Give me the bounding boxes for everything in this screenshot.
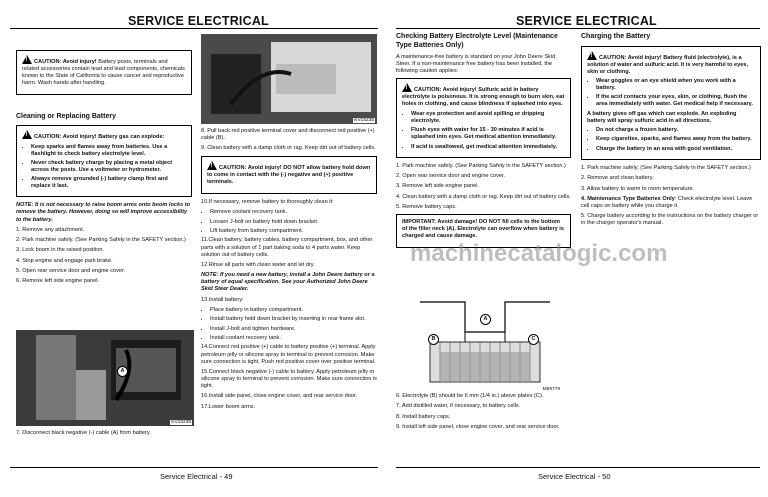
electrolyte-diagram xyxy=(410,292,560,390)
caution-bullet: • Always remove grounded (-) battery clamp first and replace it last. xyxy=(31,176,186,190)
step: 7. Add distilled water, if necessary, to battery cells. xyxy=(396,403,521,410)
step: 9. Install left side panel, close engine cover, and rear service door. xyxy=(396,423,560,430)
caution-box-gas xyxy=(16,125,192,197)
right-column-1-bottom xyxy=(396,393,571,434)
note-boom: NOTE: It is not necessary to raise boom arms onto boom locks to remove the battery. However, doing so will improve accessibility to the battery. xyxy=(16,202,191,223)
footer-rule xyxy=(396,467,760,468)
intro: A maintenance-free battery is standard on your John Deere Skid Steer. If a non-maintenance free battery has been installed, the following caution applies: xyxy=(396,54,556,75)
battery-photo-illustration xyxy=(16,330,194,426)
bullet: • Remove coolant recovery tank. xyxy=(210,209,377,216)
step: 11.Clean battery, battery cables, battery compartment, box, and other parts with a solution of 1 part baking soda to 4 parts water. Keep solution out of battery cells. xyxy=(201,237,373,258)
caution-bullet: • Keep cigarettes, sparks, and flames away from the battery. xyxy=(596,136,755,143)
step: 14.Connect red positive (+) cable to battery positive (+) terminal. Apply petroleum jelly or silicone spray to terminal to prevent corrosion. Make sure connection is tight. Push red positive cover over positive terminal. xyxy=(201,344,376,365)
caution-lead: CAUTION: Avoid injury! Battery fluid (electrolyte), is a solution of water and sulfuric acid. It is very harmful to eyes, skin or clothing. xyxy=(587,54,749,75)
step: 13.Install battery: xyxy=(201,296,244,303)
step: 17.Lower boom arms. xyxy=(201,403,256,410)
caution-bullet: • Do not charge a frozen battery. xyxy=(596,127,755,134)
right-column-1 xyxy=(396,33,571,248)
important-text: IMPORTANT: Avoid damage! DO NOT fill cells to the bottom of the filler neck (A). Electrolyte can overflow when battery is charged and cause damage. xyxy=(402,219,564,240)
warning-icon xyxy=(22,55,32,64)
step xyxy=(581,196,761,210)
callout-b: B xyxy=(428,334,439,345)
section-title: Cleaning or Replacing Battery xyxy=(16,112,116,120)
caution-bullet: • Charge the battery in an area with good ventilation. xyxy=(596,146,755,153)
caution-box-acid xyxy=(396,78,571,157)
caution-lead: CAUTION: Avoid injury! xyxy=(34,59,97,65)
battery-photo-illustration xyxy=(201,34,377,124)
section-title: Checking Battery Electrolyte Level (Maintenance Type Batteries Only) xyxy=(396,33,558,49)
warning-icon xyxy=(402,83,412,92)
page-header: SERVICE ELECTRICAL xyxy=(516,14,657,28)
left-column-2 xyxy=(201,128,377,414)
caution-box-holddown xyxy=(201,156,377,194)
right-column-2 xyxy=(581,33,761,231)
bullet: • Loosen J-bolt on battery hold down bracket. xyxy=(210,219,377,226)
caution-box-charge xyxy=(581,46,761,160)
bullet: • Install battery hold down bracket by inserting in rear frame slot. xyxy=(210,316,377,323)
battery-photo-1 xyxy=(16,330,194,426)
caution-bullet: • If acid is swallowed, get medical attention immediately. xyxy=(411,144,565,151)
step: 1. Park machine safely. (See Parking Safely in the SAFETY section.) xyxy=(396,162,566,169)
callout-a: A xyxy=(117,366,128,377)
callout-c: C xyxy=(528,334,539,345)
step-text: : Check electrolyte level. Leave cell caps on battery while you charge it. xyxy=(581,195,753,209)
warning-icon xyxy=(207,161,217,170)
caution-text: Battery posts, terminals and related accessories contain lead and lead components, chemicals known to the State of California to cause cancer and reproductive harm. Wash hands after handling. xyxy=(22,59,185,86)
step: 2. Open rear service door and engine cover. xyxy=(396,173,506,180)
step: 16.Install side panel, close engine cover, and rear service door. xyxy=(201,393,358,400)
step: 9. Clean battery with a damp cloth or rag. Keep dirt out of battery cells. xyxy=(201,145,376,152)
step: 10.If necessary, remove battery to thoroughly clean it: xyxy=(201,198,334,205)
caution-bullet: • Keep sparks and flames away from batteries. Use a flashlight to check battery electrolyte level. xyxy=(31,144,186,158)
bullet: • Lift battery from battery compartment. xyxy=(210,228,377,235)
page-header: SERVICE ELECTRICAL xyxy=(128,14,269,28)
caution-bullet: • Never check battery charge by placing a metal object across the posts. Use a voltmeter or hydrometer. xyxy=(31,160,186,174)
bullet: • Place battery in battery compartment. xyxy=(210,307,377,314)
step: 5. Charge battery according to the instructions on the battery charger or in the charger operator's manual. xyxy=(581,213,759,227)
step: 1. Park machine safely. (See Parking Safely in the SAFETY section.) xyxy=(581,164,751,171)
warning-icon xyxy=(587,51,597,60)
step7 xyxy=(16,430,194,440)
caution-bullet: • Wear goggles or an eye shield when you work with a battery. xyxy=(596,78,755,92)
step: 4. Clean battery with a damp cloth or rag. Keep dirt out of battery cells. xyxy=(396,193,571,200)
callout-a: A xyxy=(480,314,491,325)
left-column-1 xyxy=(16,50,192,289)
step: 7. Disconnect black negative (-) cable (A) from battery. xyxy=(16,430,151,436)
caution-lead: CAUTION: Avoid injury! Sulfuric acid in battery electrolyte is poisonous. It is strong enough to burn skin, eat holes in clothing, and cause blindness if splashed into eyes. xyxy=(402,87,565,108)
step: 2. Park machine safely. (See Parking Safely in the SAFETY section.) xyxy=(16,237,186,244)
caution-bullet: • Flush eyes with water for 15 - 30 minutes if acid is splashed into eyes. Get medical attention immediately. xyxy=(411,127,565,141)
step: 5. Open rear service door and engine cover. xyxy=(16,267,126,274)
step-lead: 4. Maintenance Type Batteries Only xyxy=(581,195,675,202)
header-rule xyxy=(10,28,378,29)
step: 8. Install battery caps. xyxy=(396,413,451,420)
page-footer: Service Electrical - 50 xyxy=(538,472,611,481)
bullet: • Install J-bolt and tighten hardware. xyxy=(210,326,377,333)
step: 5. Remove battery caps. xyxy=(396,203,457,210)
step: 1. Remove any attachment. xyxy=(16,226,85,233)
photo-code: KV15235 xyxy=(171,420,191,425)
caution-bullet: • If the acid contacts your eyes, skin, or clothing, flush the area immediately with water. Get medical help if necessary. xyxy=(596,94,755,108)
watermark: machinecatalogic.com xyxy=(410,240,668,267)
step: 12.Rinse all parts with clean water and let dry. xyxy=(201,261,315,268)
step: 2. Remove and clean battery. xyxy=(581,175,654,182)
caution-lead: CAUTION: Avoid injury! Battery gas can explode: xyxy=(34,134,165,140)
step: 3. Lock boom in the raised position. xyxy=(16,247,104,254)
footer-rule xyxy=(10,467,378,468)
section-title: Charging the Battery xyxy=(581,33,651,40)
caution-box-prop65 xyxy=(16,50,192,95)
diagram-code: M89779 xyxy=(542,387,560,392)
page-footer: Service Electrical - 49 xyxy=(160,472,233,481)
step: 6. Electrolyte (B) should be 6 mm (1/4 in.) above plates (C). xyxy=(396,393,544,399)
step: 15.Connect black negative (-) cable to battery. Apply petroleum jelly or silicone spray to terminal to prevent corrosion. Make sure connection is tight. xyxy=(201,368,377,390)
step: 3. Allow battery to warm to room temperature. xyxy=(581,185,695,192)
warning-icon xyxy=(22,130,32,139)
photo-code: KV15235 xyxy=(354,118,374,123)
header-rule xyxy=(396,28,760,29)
caution-bullet: • Wear eye protection and avoid spilling or dripping electrolyte. xyxy=(411,111,565,125)
bullet: • Install coolant recovery tank. xyxy=(210,335,377,342)
step: 6. Remove left side engine panel. xyxy=(16,278,100,285)
caution-mid: A battery gives off gas which can explode. An exploding battery will spray sulfuric acid in all directions. xyxy=(587,110,737,124)
note-replace: NOTE: If you need a new battery, install a John Deere battery or a battery of equal specification. See your Authorized John Deere Skid Steer Dealer. xyxy=(201,272,375,293)
step: 4. Stop engine and engage park brake. xyxy=(16,257,113,264)
step: 8. Pull back red positive terminal cover and disconnect red positive (+) cable (B). xyxy=(201,128,375,142)
step: 3. Remove left side engine panel. xyxy=(396,183,480,190)
battery-photo-2 xyxy=(201,34,377,124)
caution-text: CAUTION: Avoid injury! DO NOT allow battery hold down to come in contact with the (-) negative and (+) positive terminals. xyxy=(207,165,371,186)
